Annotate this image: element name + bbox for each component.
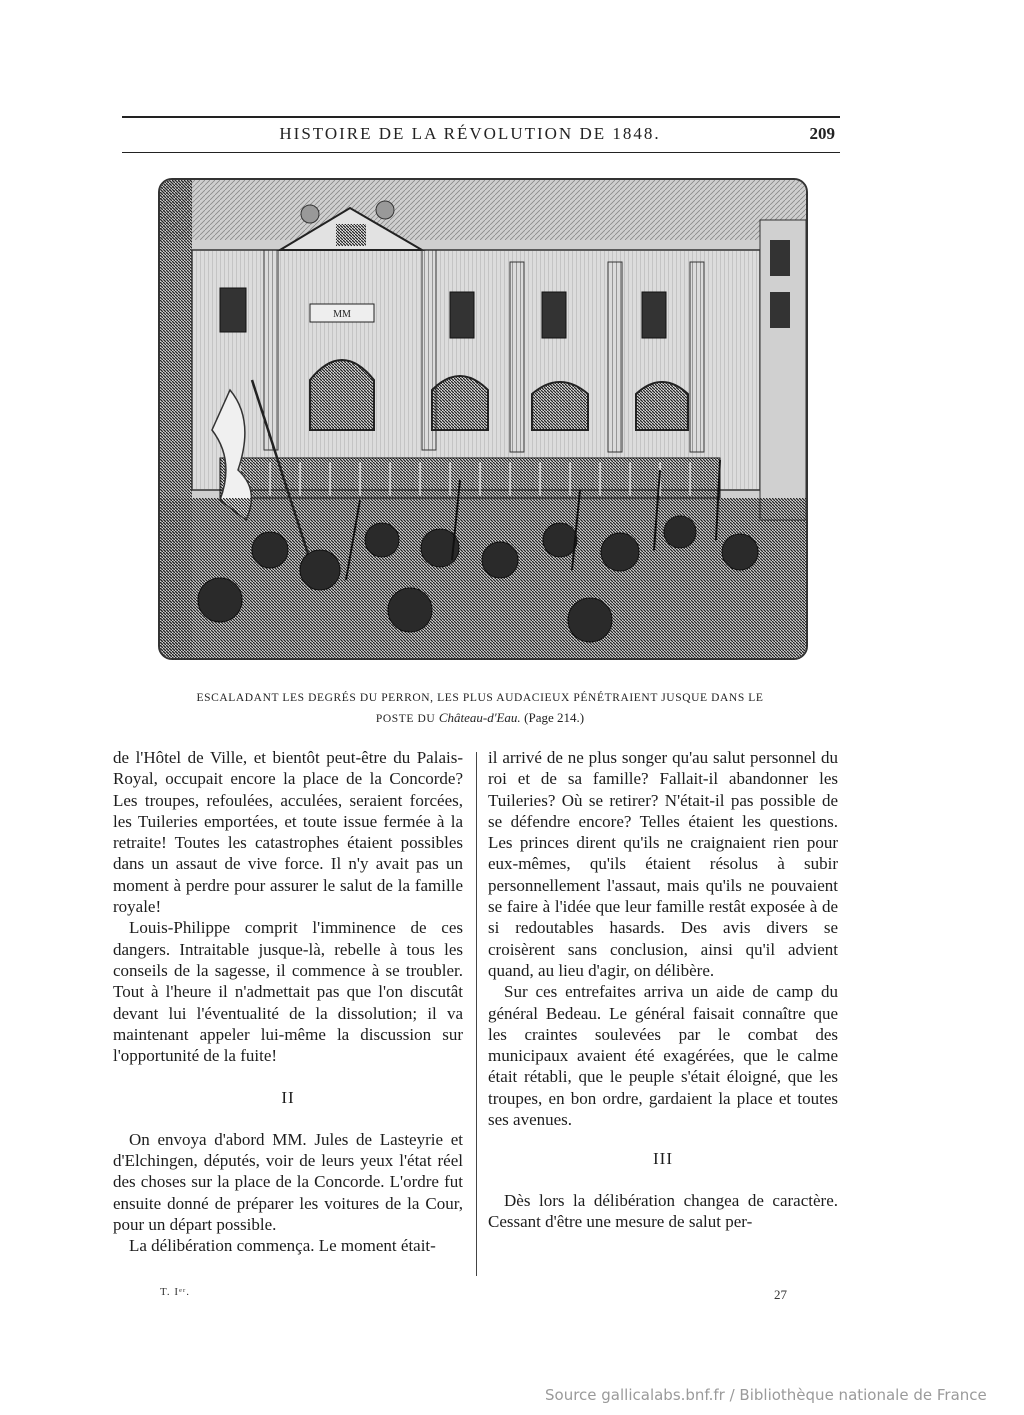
sheet-number: 27 [774, 1287, 787, 1302]
illustration-caption [160, 689, 800, 729]
crowd [160, 498, 806, 658]
perron-railing [220, 458, 720, 498]
section-heading-iii: III [653, 1149, 673, 1169]
source-watermark: Source gallicalabs.bnf.fr / Bibliothèque nationale de France [545, 1386, 987, 1404]
right-paragraph-2: Sur ces entrefaites arriva un aide de camp du général Bedeau. Le général faisait connaître que les craintes soulevées par le combat des municipaux avaient été exagérées, que le calme était rétabli, que le peuple s'était éloigné, que les troupes, en bon ordre, gardaient la place et toutes ses avenues. [488, 982, 838, 1130]
page-number: 209 [809, 124, 835, 143]
engraving-illustration [158, 178, 808, 660]
caption-place: Château-d'Eau. [438, 710, 521, 725]
right-paragraph-1: il arrivé de ne plus songer qu'au salut personnel du roi et de sa famille? Fallait-il abandonner les Tuileries? Où se retirer? N'était-il pas possible de se défendre encore? Telles étaient les questions. Les princes dirent qu'ils ne craignaient rien pour eux-mêmes, qu'ils étaient résolus à subir personnellement l'assaut, mais qu'ils ne pouvaient se faire à l'idée que leur famille restât exposée à de si redoutables hasards. Des avis divers se croisèrent sans conclusion, ainsi qu'il advient quand, au lieu d'agir, on délibère. [488, 748, 838, 980]
caption-line-1: ESCALADANT LES DEGRÉS DU PERRON, LES PLUS AUDACIEUX PÉNÉTRAIENT JUSQUE DANS LE [196, 692, 764, 704]
left-paragraph-3: On envoya d'abord MM. Jules de Lasteyrie et d'Elchingen, députés, voir de leurs yeux l'état réel des choses sur la place de la Concorde. L'ordre fut ensuite donné de préparer les voitures de la Cour, pour un départ possible. [113, 1129, 463, 1234]
volume-signature: T. Iᵉʳ. [160, 1286, 191, 1298]
right-column [488, 747, 838, 1232]
right-paragraph-3: Dès lors la délibération changea de caractère. Cessant d'être une mesure de salut per- [488, 1190, 838, 1231]
building-sign: MM [333, 309, 351, 320]
running-title: HISTOIRE DE LA RÉVOLUTION DE 1848. [279, 124, 661, 143]
header-rule-top [122, 116, 840, 118]
section-heading-ii: II [281, 1088, 295, 1108]
left-paragraph-4: La délibération commença. Le moment était- [129, 1236, 436, 1256]
left-paragraph-2: Louis-Philippe comprit l'imminence de ces dangers. Intraitable jusque-là, rebelle à tous les conseils de la sagesse, il commence à se troubler. Tout à l'heure il n'admettait pas que l'on discutât devant lui l'éventualité de la dissolution; il va maintenant appeler lui-même la discussion sur l'opportunité de la fuite! [113, 918, 463, 1066]
caption-prefix: POSTE DU [375, 713, 436, 725]
header-rule-bottom [122, 152, 840, 153]
caption-line-2 [160, 708, 800, 729]
left-column [113, 747, 463, 1257]
left-paragraph-1: de l'Hôtel de Ville, et bientôt peut-être du Palais-Royal, occupait encore la place de la Concorde? Les troupes, refoulées, acculées, seraient forcées, les Tuileries emportées, et toute issue fermée à la retraite! Toutes les catastrophes étaient possibles dans un assaut de vive force. Il n'y avait pas un moment à perdre pour assurer le salut de la famille royale! [113, 748, 463, 917]
caption-page-ref: (Page 214.) [524, 710, 585, 725]
engraving-scene [160, 180, 806, 658]
column-divider [476, 752, 477, 1276]
